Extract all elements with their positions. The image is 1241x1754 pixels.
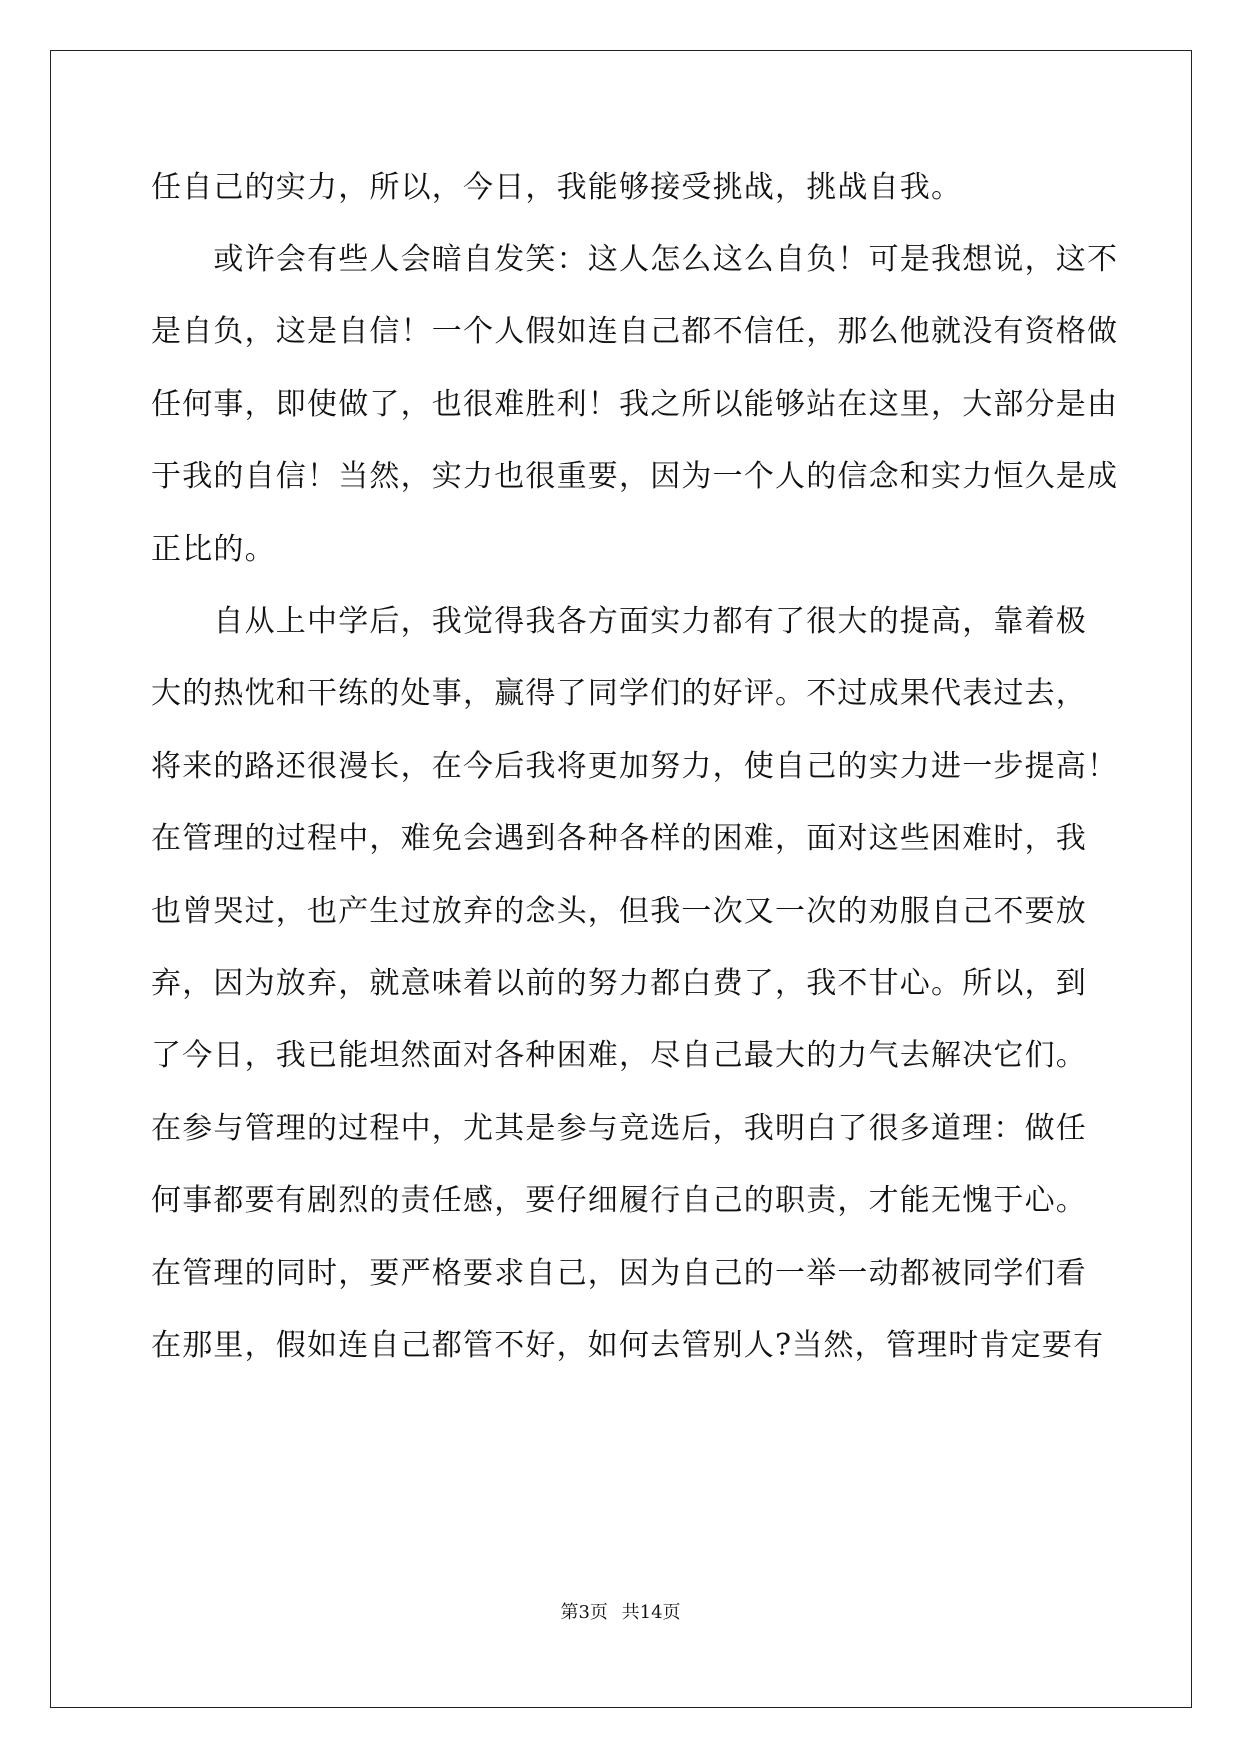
page-border (50, 50, 1192, 1708)
text-line: 是自负，这是自信！一个人假如连自己都不信任，那么他就没有资格做 (151, 314, 1119, 349)
text-line: 于我的自信！当然，实力也很重要，因为一个人的信念和实力恒久是成 (151, 459, 1119, 494)
text-line: 了今日，我已能坦然面对各种困难，尽自己最大的力气去解决它们。 (151, 1038, 1087, 1073)
page-total: 共14页 (621, 1602, 681, 1623)
text-line: 在那里，假如连自己都管不好，如何去管别人?当然，管理时肯定要有 (151, 1328, 1105, 1363)
page-footer (0, 1598, 1241, 1624)
page-number: 第3页 (560, 1602, 608, 1623)
text-line: 在管理的过程中，难免会遇到各种各样的困难，面对这些困难时，我 (151, 821, 1087, 856)
text-line: 任何事，即使做了，也很难胜利！我之所以能够站在这里，大部分是由 (151, 387, 1119, 422)
text-line: 或许会有些人会暗自发笑：这人怎么这么自负！可是我想说，这不 (151, 242, 1119, 277)
text-line: 在管理的同时，要严格要求自己，因为自己的一举一动都被同学们看 (151, 1256, 1087, 1291)
text-line: 任自己的实力，所以，今日，我能够接受挑战，挑战自我。 (151, 170, 963, 205)
text-line: 正比的。 (151, 532, 276, 567)
text-line: 何事都要有剧烈的责任感，要仔细履行自己的职责，才能无愧于心。 (151, 1183, 1087, 1218)
text-line: 也曾哭过，也产生过放弃的念头，但我一次又一次的劝服自己不要放 (151, 894, 1087, 929)
text-line: 弃，因为放弃，就意味着以前的努力都白费了，我不甘心。所以，到 (151, 966, 1087, 1001)
text-line: 在参与管理的过程中，尤其是参与竞选后，我明白了很多道理：做任 (151, 1111, 1087, 1146)
text-line: 大的热忱和干练的处事，赢得了同学们的好评。不过成果代表过去， (151, 676, 1087, 711)
text-line: 自从上中学后，我觉得我各方面实力都有了很大的提高，靠着极 (151, 604, 1087, 639)
text-line: 将来的路还很漫长，在今后我将更加努力，使自己的实力进一步提高！ (151, 749, 1119, 784)
